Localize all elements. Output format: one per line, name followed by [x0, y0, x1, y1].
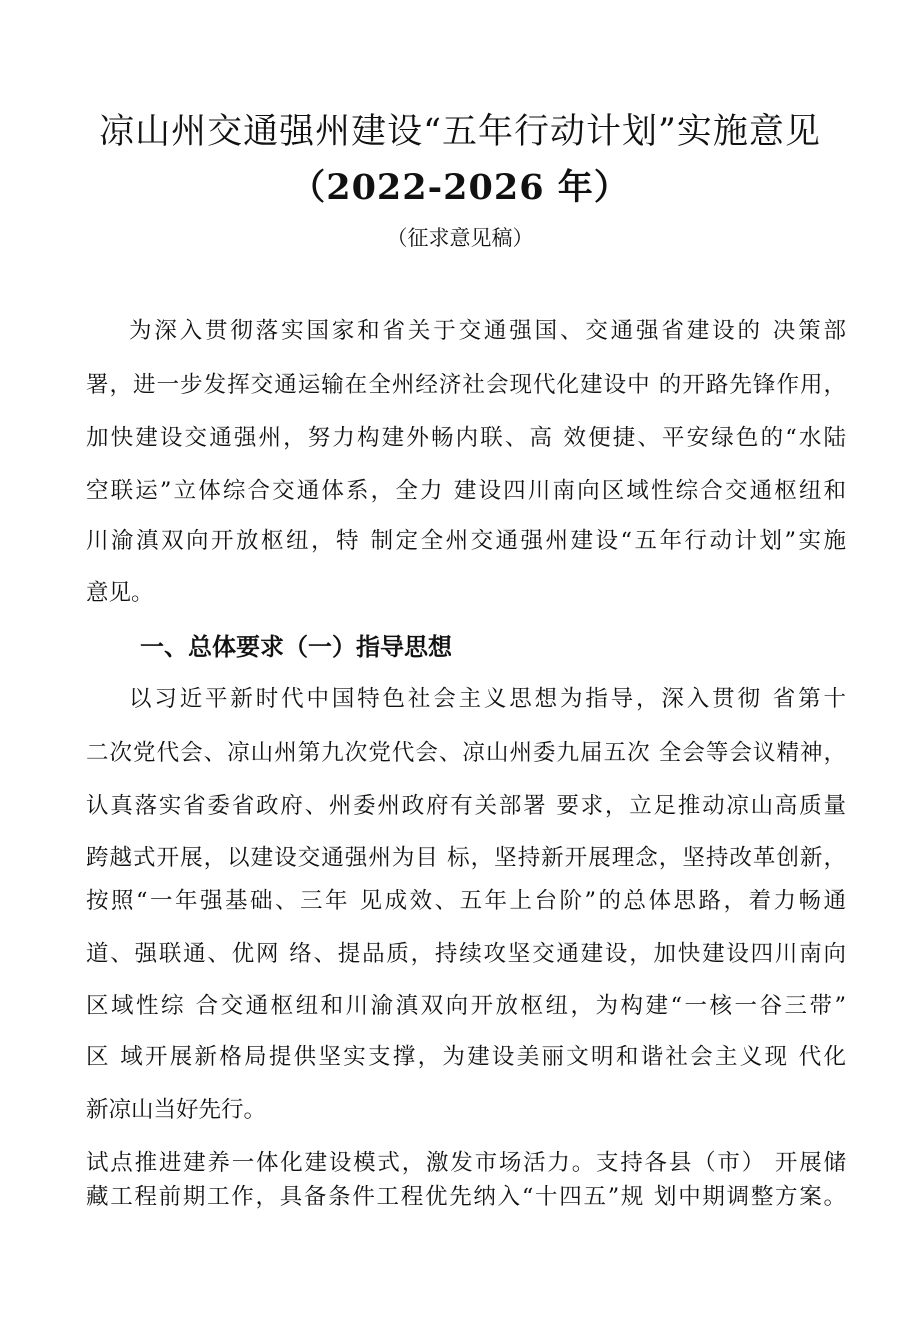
guiding-line: 跨越式开展，以建设交通强州为目 标，坚持新开展理念，坚持改革创新， [86, 845, 846, 871]
guiding-line: 按照“一年强基础、三年 见成效、五年上台阶”的总体思路，着力畅通 [86, 888, 846, 914]
intro-line: 意见。 [86, 580, 154, 606]
guiding-line: 以习近平新时代中国特色社会主义思想为指导，深入贯彻 省第十 [129, 686, 846, 712]
guiding-line: 二次党代会、凉山州第九次党代会、凉山州委九届五次 全会等会议精神， [86, 740, 846, 766]
guiding-line: 新凉山当好先行。 [86, 1097, 267, 1123]
intro-line: 空联运”立体综合交通体系，全力 建设四川南向区域性综合交通枢纽和 [86, 478, 846, 504]
section-heading: 一、总体要求（一）指导思想 [140, 633, 452, 661]
document-subtitle: （征求意见稿） [386, 226, 534, 250]
intro-line: 为深入贯彻落实国家和省关于交通强国、交通强省建设的 决策部 [129, 318, 846, 344]
document-title-years: （2022-2026 年） [290, 167, 630, 208]
tail-line: 试点推进建养一体化建设模式，激发市场活力。支持各县（市） 开展储 [86, 1150, 846, 1176]
guiding-line: 道、强联通、优网 络、提品质，持续攻坚交通建设，加快建设四川南向 [86, 941, 846, 967]
intro-line: 川渝滇双向开放枢纽，特 制定全州交通强州建设“五年行动计划”实施 [86, 528, 846, 554]
guiding-line: 认真落实省委省政府、州委州政府有关部署 要求，立足推动凉山高质量 [86, 793, 846, 819]
tail-line: 藏工程前期工作，具备条件工程优先纳入“十四五”规 划中期调整方案。 [86, 1184, 846, 1210]
document-title: 凉山州交通强州建设“五年行动计划”实施意见 [99, 112, 821, 152]
intro-line: 加快建设交通强州，努力构建外畅内联、高 效便捷、平安绿色的“水陆 [86, 425, 846, 451]
intro-line: 署，进一步发挥交通运输在全州经济社会现代化建设中 的开路先锋作用， [86, 372, 846, 398]
guiding-line: 区域性综 合交通枢纽和川渝滇双向开放枢纽，为构建“一核一谷三带” [86, 993, 846, 1019]
guiding-line: 区 域开展新格局提供坚实支撑，为建设美丽文明和谐社会主义现 代化 [86, 1044, 846, 1070]
